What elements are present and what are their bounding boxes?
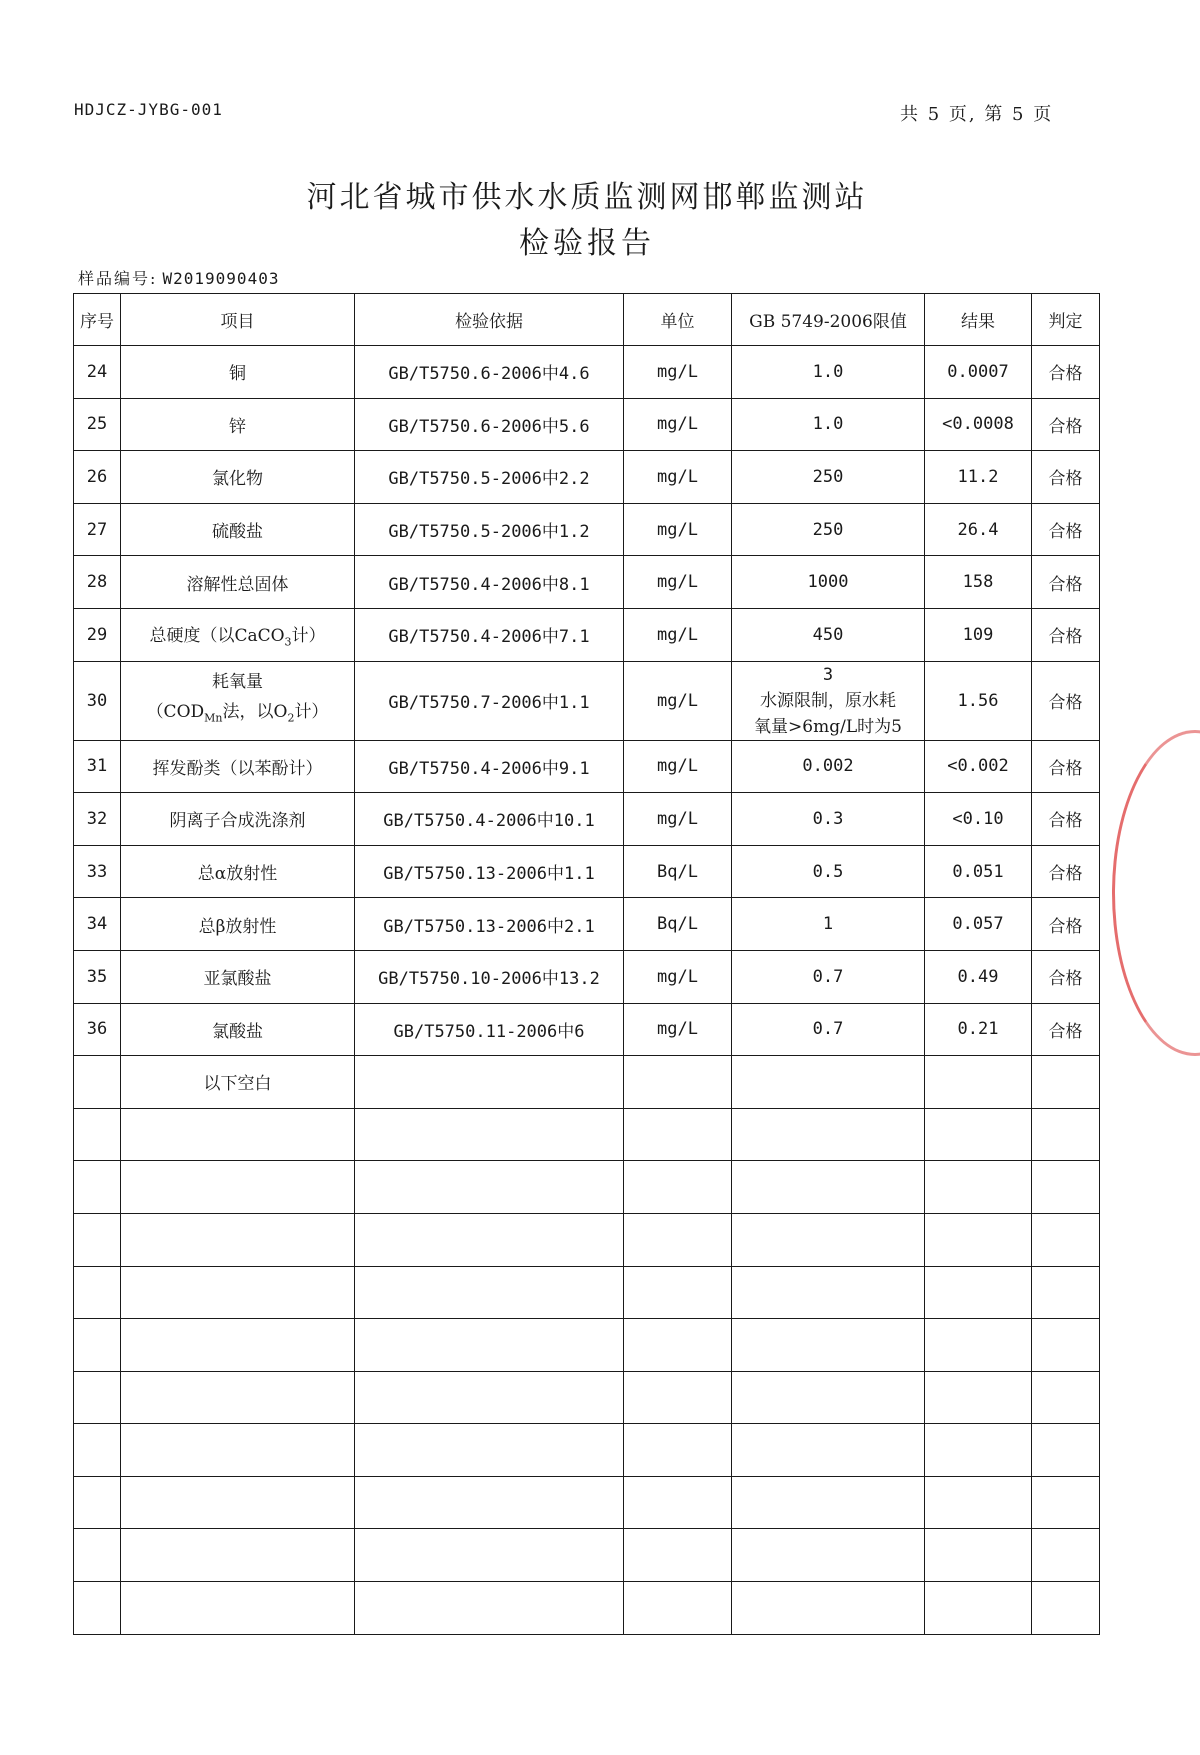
blank-cell xyxy=(121,1371,355,1424)
blank-cell xyxy=(1032,1476,1100,1529)
blank-cell xyxy=(1032,1529,1100,1582)
row-unit: mg/L xyxy=(624,556,732,609)
blank-cell xyxy=(74,1319,121,1372)
blank-cell xyxy=(121,1582,355,1635)
row-unit: mg/L xyxy=(624,451,732,504)
blank-cell xyxy=(74,1213,121,1266)
row-judge: 合格 xyxy=(1032,898,1100,951)
blank-cell xyxy=(624,1371,732,1424)
row-no: 29 xyxy=(74,608,121,661)
row-judge: 合格 xyxy=(1032,608,1100,661)
table-row xyxy=(74,793,1100,846)
blank-cell xyxy=(732,1424,925,1477)
blank-cell xyxy=(732,1529,925,1582)
blank-cell xyxy=(925,1319,1032,1372)
header-unit: 单位 xyxy=(624,294,732,346)
row-judge: 合格 xyxy=(1032,793,1100,846)
row-result: 0.0007 xyxy=(925,346,1032,399)
item-text: （COD xyxy=(146,702,205,723)
blank-cell xyxy=(355,1108,624,1161)
blank-cell xyxy=(121,1266,355,1319)
blank-cell xyxy=(355,1371,624,1424)
header-item: 项目 xyxy=(121,294,355,346)
row-method: GB/T5750.6-2006中4.6 xyxy=(355,346,624,399)
row-no: 26 xyxy=(74,451,121,504)
table-row xyxy=(74,950,1100,1003)
row-item: 总α放射性 xyxy=(121,845,355,898)
blank-cell xyxy=(74,1371,121,1424)
row-unit: mg/L xyxy=(624,950,732,1003)
table-row-blank-note xyxy=(74,1056,1100,1109)
row-limit: 0.3 xyxy=(732,793,925,846)
table-row xyxy=(74,845,1100,898)
blank-cell xyxy=(732,1161,925,1214)
limit-line: 氧量>6mg/L时为5 xyxy=(754,716,902,737)
blank-cell xyxy=(1032,1371,1100,1424)
row-result: 26.4 xyxy=(925,503,1032,556)
row-item: 总β放射性 xyxy=(121,898,355,951)
blank-cell xyxy=(925,1424,1032,1477)
table-row-empty xyxy=(74,1266,1100,1319)
table-row-empty xyxy=(74,1319,1100,1372)
blank-cell xyxy=(925,1161,1032,1214)
row-no: 33 xyxy=(74,845,121,898)
row-method: GB/T5750.5-2006中2.2 xyxy=(355,451,624,504)
blank-cell xyxy=(74,1108,121,1161)
row-result: 158 xyxy=(925,556,1032,609)
blank-cell xyxy=(1032,1424,1100,1477)
blank-cell xyxy=(732,1213,925,1266)
row-no: 34 xyxy=(74,898,121,951)
blank-cell xyxy=(121,1424,355,1477)
blank-cell xyxy=(121,1108,355,1161)
row-no: 35 xyxy=(74,950,121,1003)
table-row xyxy=(74,451,1100,504)
header-no: 序号 xyxy=(74,294,121,346)
row-unit: Bq/L xyxy=(624,845,732,898)
table-row xyxy=(74,608,1100,661)
row-method: GB/T5750.5-2006中1.2 xyxy=(355,503,624,556)
row-unit: mg/L xyxy=(624,1003,732,1056)
blank-cell xyxy=(925,1213,1032,1266)
row-no: 31 xyxy=(74,740,121,793)
header-method: 检验依据 xyxy=(355,294,624,346)
blank-cell xyxy=(1032,1266,1100,1319)
blank-cell xyxy=(121,1161,355,1214)
inspection-table xyxy=(73,293,1100,1635)
table-row-empty xyxy=(74,1476,1100,1529)
item-text: 计） xyxy=(294,702,329,723)
row-item: 氯化物 xyxy=(121,451,355,504)
blank-cell xyxy=(732,1371,925,1424)
blank-cell xyxy=(355,1213,624,1266)
header-limit: GB 5749-2006限值 xyxy=(732,294,925,346)
row-method: GB/T5750.6-2006中5.6 xyxy=(355,398,624,451)
blank-cell xyxy=(732,1266,925,1319)
table-row-empty xyxy=(74,1371,1100,1424)
blank-cell xyxy=(1032,1056,1100,1109)
row-result: 11.2 xyxy=(925,451,1032,504)
blank-cell xyxy=(355,1056,624,1109)
row-judge: 合格 xyxy=(1032,346,1100,399)
row-limit: 0.7 xyxy=(732,1003,925,1056)
row-method: GB/T5750.13-2006中1.1 xyxy=(355,845,624,898)
row-limit: 1.0 xyxy=(732,398,925,451)
row-method: GB/T5750.7-2006中1.1 xyxy=(355,661,624,740)
row-no: 30 xyxy=(74,661,121,740)
page-count: 共 5 页, 第 5 页 xyxy=(900,104,1054,125)
row-limit: 1 xyxy=(732,898,925,951)
blank-cell xyxy=(732,1476,925,1529)
row-method: GB/T5750.4-2006中10.1 xyxy=(355,793,624,846)
row-no: 36 xyxy=(74,1003,121,1056)
row-item xyxy=(121,608,355,661)
blank-cell xyxy=(624,1056,732,1109)
blank-cell xyxy=(355,1529,624,1582)
blank-cell xyxy=(1032,1319,1100,1372)
row-result: 0.21 xyxy=(925,1003,1032,1056)
row-no: 25 xyxy=(74,398,121,451)
row-judge: 合格 xyxy=(1032,950,1100,1003)
table-row-empty xyxy=(74,1213,1100,1266)
blank-cell xyxy=(624,1424,732,1477)
row-judge: 合格 xyxy=(1032,740,1100,793)
blank-cell xyxy=(121,1529,355,1582)
row-item: 亚氯酸盐 xyxy=(121,950,355,1003)
item-text: 法，以O xyxy=(222,702,288,723)
row-unit: mg/L xyxy=(624,608,732,661)
blank-cell xyxy=(1032,1213,1100,1266)
blank-cell xyxy=(74,1529,121,1582)
table-row-empty xyxy=(74,1108,1100,1161)
row-judge: 合格 xyxy=(1032,398,1100,451)
blank-cell xyxy=(74,1266,121,1319)
row-method: GB/T5750.4-2006中7.1 xyxy=(355,608,624,661)
report-title: 河北省城市供水水质监测网邯郸监测站 xyxy=(306,180,868,215)
row-unit: mg/L xyxy=(624,346,732,399)
blank-cell xyxy=(74,1582,121,1635)
row-limit: 250 xyxy=(732,503,925,556)
blank-cell xyxy=(355,1582,624,1635)
item-subscript: 3 xyxy=(284,635,292,649)
blank-cell xyxy=(355,1424,624,1477)
row-item: 硫酸盐 xyxy=(121,503,355,556)
row-result: <0.10 xyxy=(925,793,1032,846)
item-line: 耗氧量 xyxy=(212,672,263,693)
row-no: 32 xyxy=(74,793,121,846)
row-unit: mg/L xyxy=(624,503,732,556)
row-item: 氯酸盐 xyxy=(121,1003,355,1056)
table-row xyxy=(74,556,1100,609)
blank-note: 以下空白 xyxy=(121,1056,355,1109)
blank-cell xyxy=(355,1161,624,1214)
row-method: GB/T5750.13-2006中2.1 xyxy=(355,898,624,951)
table-row xyxy=(74,661,1100,740)
blank-cell xyxy=(925,1266,1032,1319)
item-text: 总硬度（以CaCO xyxy=(149,626,285,647)
blank-cell xyxy=(355,1319,624,1372)
table-header-row xyxy=(74,294,1100,346)
blank-cell xyxy=(74,1476,121,1529)
blank-cell xyxy=(732,1319,925,1372)
row-unit: mg/L xyxy=(624,398,732,451)
document-code: HDJCZ-JYBG-001 xyxy=(74,100,223,119)
row-limit: 0.5 xyxy=(732,845,925,898)
table-row-empty xyxy=(74,1424,1100,1477)
row-limit: 0.7 xyxy=(732,950,925,1003)
blank-cell xyxy=(1032,1108,1100,1161)
blank-cell xyxy=(732,1108,925,1161)
blank-cell xyxy=(624,1213,732,1266)
row-judge: 合格 xyxy=(1032,451,1100,504)
row-no: 24 xyxy=(74,346,121,399)
table-row xyxy=(74,898,1100,951)
row-item: 锌 xyxy=(121,398,355,451)
item-subscript: 2 xyxy=(287,711,295,725)
blank-cell xyxy=(121,1213,355,1266)
table-row xyxy=(74,346,1100,399)
blank-cell xyxy=(925,1371,1032,1424)
report-subtitle: 检验报告 xyxy=(519,226,655,261)
blank-cell xyxy=(732,1056,925,1109)
blank-cell xyxy=(624,1319,732,1372)
blank-cell xyxy=(925,1529,1032,1582)
blank-cell xyxy=(121,1476,355,1529)
item-subscript: Mn xyxy=(204,711,223,725)
row-judge: 合格 xyxy=(1032,661,1100,740)
blank-cell xyxy=(925,1056,1032,1109)
blank-cell xyxy=(732,1582,925,1635)
limit-line: 3 xyxy=(822,664,834,685)
blank-cell xyxy=(1032,1161,1100,1214)
row-limit: 1.0 xyxy=(732,346,925,399)
item-line xyxy=(125,697,350,733)
blank-cell xyxy=(355,1476,624,1529)
table-row-empty xyxy=(74,1582,1100,1635)
table-row-empty xyxy=(74,1529,1100,1582)
row-result: 1.56 xyxy=(925,661,1032,740)
row-result: 0.051 xyxy=(925,845,1032,898)
row-item: 溶解性总固体 xyxy=(121,556,355,609)
row-result: <0.002 xyxy=(925,740,1032,793)
item-text: 计） xyxy=(291,626,326,647)
header-result: 结果 xyxy=(925,294,1032,346)
sample-number-label: 样品编号: xyxy=(78,269,158,288)
row-item: 挥发酚类（以苯酚计） xyxy=(121,740,355,793)
blank-cell xyxy=(74,1424,121,1477)
row-unit: mg/L xyxy=(624,661,732,740)
sample-number xyxy=(78,266,279,289)
row-no: 27 xyxy=(74,503,121,556)
row-method: GB/T5750.4-2006中8.1 xyxy=(355,556,624,609)
row-limit: 250 xyxy=(732,451,925,504)
blank-cell xyxy=(355,1266,624,1319)
row-judge: 合格 xyxy=(1032,1003,1100,1056)
sample-number-value: W2019090403 xyxy=(162,269,280,288)
row-unit: Bq/L xyxy=(624,898,732,951)
table-row xyxy=(74,398,1100,451)
row-method: GB/T5750.10-2006中13.2 xyxy=(355,950,624,1003)
blank-cell xyxy=(74,1161,121,1214)
row-result: <0.0008 xyxy=(925,398,1032,451)
row-result: 0.49 xyxy=(925,950,1032,1003)
row-unit: mg/L xyxy=(624,740,732,793)
official-seal-stamp xyxy=(1112,730,1200,1056)
table-row-empty xyxy=(74,1161,1100,1214)
table-row xyxy=(74,1003,1100,1056)
blank-cell xyxy=(925,1108,1032,1161)
row-judge: 合格 xyxy=(1032,556,1100,609)
row-result: 0.057 xyxy=(925,898,1032,951)
blank-cell xyxy=(624,1476,732,1529)
blank-cell xyxy=(1032,1582,1100,1635)
blank-cell xyxy=(624,1108,732,1161)
row-judge: 合格 xyxy=(1032,845,1100,898)
blank-cell xyxy=(624,1529,732,1582)
table-row xyxy=(74,740,1100,793)
row-limit xyxy=(732,661,925,740)
row-item: 阴离子合成洗涤剂 xyxy=(121,793,355,846)
row-limit: 0.002 xyxy=(732,740,925,793)
row-limit: 450 xyxy=(732,608,925,661)
row-method: GB/T5750.4-2006中9.1 xyxy=(355,740,624,793)
blank-cell xyxy=(624,1582,732,1635)
blank-cell xyxy=(121,1319,355,1372)
blank-cell xyxy=(624,1266,732,1319)
header-judge: 判定 xyxy=(1032,294,1100,346)
row-item xyxy=(121,661,355,740)
row-no: 28 xyxy=(74,556,121,609)
blank-cell xyxy=(925,1476,1032,1529)
table-row xyxy=(74,503,1100,556)
row-unit: mg/L xyxy=(624,793,732,846)
row-result: 109 xyxy=(925,608,1032,661)
limit-line: 水源限制，原水耗 xyxy=(760,690,896,711)
blank-cell xyxy=(74,1056,121,1109)
blank-cell xyxy=(925,1582,1032,1635)
row-judge: 合格 xyxy=(1032,503,1100,556)
blank-cell xyxy=(624,1161,732,1214)
row-method: GB/T5750.11-2006中6 xyxy=(355,1003,624,1056)
row-limit: 1000 xyxy=(732,556,925,609)
row-item: 铜 xyxy=(121,346,355,399)
